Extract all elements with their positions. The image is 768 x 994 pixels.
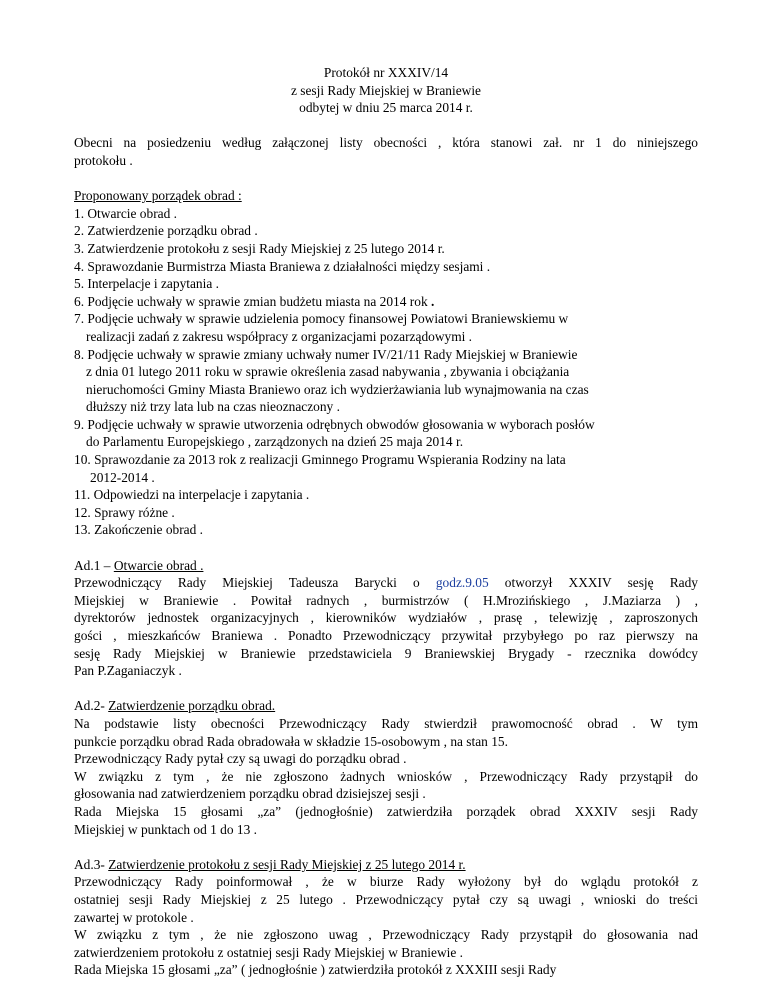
ad1-time: godz.9.05 [435,575,489,591]
agenda-item: 1. Otwarcie obrad . [74,205,177,221]
ad3-heading [74,856,698,874]
agenda-item-cont: z dnia 01 lutego 2011 roku w sprawie określenia zasad nabywania , zbywania i obciążania [86,364,570,380]
agenda-item [74,293,698,311]
agenda-section [74,187,698,539]
ad2-prefix: Ad.2- [74,698,109,714]
ad1-title: Otwarcie obrad . [113,557,204,573]
agenda-item: 5. Interpelacje i zapytania . [74,276,219,292]
text-line: Miejskiej w Braniewie . Powitał radnych , burmistrzów ( H.Mrozińskiego , J.Maziarza ) , [74,592,698,608]
text-line: Na podstawie listy obecności Przewodniczący Rady stwierdził prawomocność obrad . W tym [74,715,698,731]
agenda-heading: Proponowany porządek obrad : [74,188,242,204]
attendance-paragraph [74,134,698,169]
agenda-item-cont: 2012-2014 . [90,469,155,485]
agenda-item: 12. Sprawy różne . [74,504,175,520]
ad3-title: Zatwierdzenie protokołu z sesji Rady Miejskiej z 25 lutego 2014 r. [108,856,466,872]
text-line: punkcie porządku obrad Rada obradowała w składzie 15-osobowym , na stan 15. [74,733,508,749]
text-line: Rada Miejska 15 głosami „za” ( jednogłośnie ) zatwierdziła protokół z XXXIII sesji Rady [74,962,557,978]
ad1-section [74,557,698,680]
agenda-item-text: 6. Podjęcie uchwały w sprawie zmian budżetu miasta na 2014 rok [74,293,428,309]
title-line-2: z sesji Rady Miejskiej w Braniewie [290,82,482,98]
ad2-heading [74,697,698,715]
document-title [74,64,698,117]
agenda-item: 7. Podjęcie uchwały w sprawie udzielenia pomocy finansowej Powiatowi Braniewskiemu w [74,311,569,327]
text-line: W związku z tym , że nie zgłoszono żadnych wniosków , Przewodniczący Rady przystąpił do [74,768,698,784]
agenda-item: 8. Podjęcie uchwały w sprawie zmiany uchwały numer IV/21/11 Rady Miejskiej w Braniewie [74,346,578,362]
text-line: zatwierdzeniem protokołu z ostatniej sesji Rady Miejskiej w Braniewie . [74,944,463,960]
ad1-text-a: Przewodniczący Rady Miejskiej Tadeusza Barycki o [74,575,436,591]
text-line: sesję Rady Miejskiej w Braniewie przedstawiciela 9 Braniewskiej Brygady - rzecznika dowódcy [74,645,698,661]
text-line: Przewodniczący Rady poinformował , że w biurze Rady wyłożony był do wglądu protokół z [74,874,698,890]
agenda-item: 4. Sprawozdanie Burmistrza Miasta Braniewa z działalności między sesjami . [74,258,491,274]
ad1-text-b: otworzył XXXIV sesję Rady [488,575,698,591]
ad3-section [74,856,698,979]
text-line: głosowania nad zatwierdzeniem porządku obrad dzisiejszej sesji . [74,786,426,802]
agenda-item: 11. Odpowiedzi na interpelacje i zapytania . [74,487,310,503]
title-line-3: odbytej w dniu 25 marca 2014 r. [299,100,473,116]
document-page [74,64,698,979]
ad2-title: Zatwierdzenie porządku obrad. [108,698,276,714]
agenda-item: 13. Zakończenie obrad . [74,522,204,538]
agenda-item-end: . [431,293,435,309]
text-line: zawartej w protokole . [74,909,194,925]
ad1-prefix: Ad.1 – [74,557,114,573]
agenda-item: 9. Podjęcie uchwały w sprawie utworzenia odrębnych obwodów głosowania w wyborach posłów [74,416,595,432]
agenda-item-cont: dłuższy niż trzy lata lub na czas nieoznaczony . [86,399,340,415]
agenda-item-cont: do Parlamentu Europejskiego , zarządzonych na dzień 25 maja 2014 r. [86,434,464,450]
text-line: ostatniej sesji Rady Miejskiej z 25 lutego . Przewodniczący pytał czy są uwagi , wnioski do treści [74,891,698,907]
text-line: Rada Miejska 15 głosami „za” (jednogłośnie) zatwierdziła porządek obrad XXXIV sesji Rady [74,803,698,819]
agenda-item: 3. Zatwierdzenie protokołu z sesji Rady Miejskiej z 25 lutego 2014 r. [74,240,445,256]
title-line-1: Protokół nr XXXIV/14 [323,65,449,80]
ad3-prefix: Ad.3- [74,856,109,872]
agenda-item-cont: realizacji zadań z zakresu współpracy z organizacjami pozarządowymi . [86,328,473,344]
agenda-item: 10. Sprawozdanie za 2013 rok z realizacji Gminnego Programu Wspierania Rodziny na lata [74,452,566,468]
text-line: Obecni na posiedzeniu według załączonej listy obecności , która stanowi zał. nr 1 do niniejszego [74,135,698,151]
text-line: protokołu . [74,152,133,168]
text-line: dyrektorów jednostek organizacyjnych , kierowników wydziałów , prasę , telewizję , zaproszonych [74,610,698,626]
text-line [74,574,698,592]
ad2-section [74,697,698,838]
text-line: Pan P.Zaganiaczyk . [74,663,182,679]
agenda-item: 2. Zatwierdzenie porządku obrad . [74,223,258,239]
agenda-item-cont: nieruchomości Gminy Miasta Braniewo oraz ich wydzierżawiania lub wynajmowania na czas [86,381,589,397]
ad1-heading [74,557,698,575]
text-line: W związku z tym , że nie zgłoszono uwag , Przewodniczący Rady przystąpił do głosowania nad [74,927,698,943]
text-line: Przewodniczący Rady pytał czy są uwagi do porządku obrad . [74,751,407,767]
text-line: Miejskiej w punktach od 1 do 13 . [74,821,257,837]
text-line: gości , mieszkańców Braniewa . Ponadto Przewodniczący przywitał przybyłego po raz pierwszy na [74,628,698,643]
